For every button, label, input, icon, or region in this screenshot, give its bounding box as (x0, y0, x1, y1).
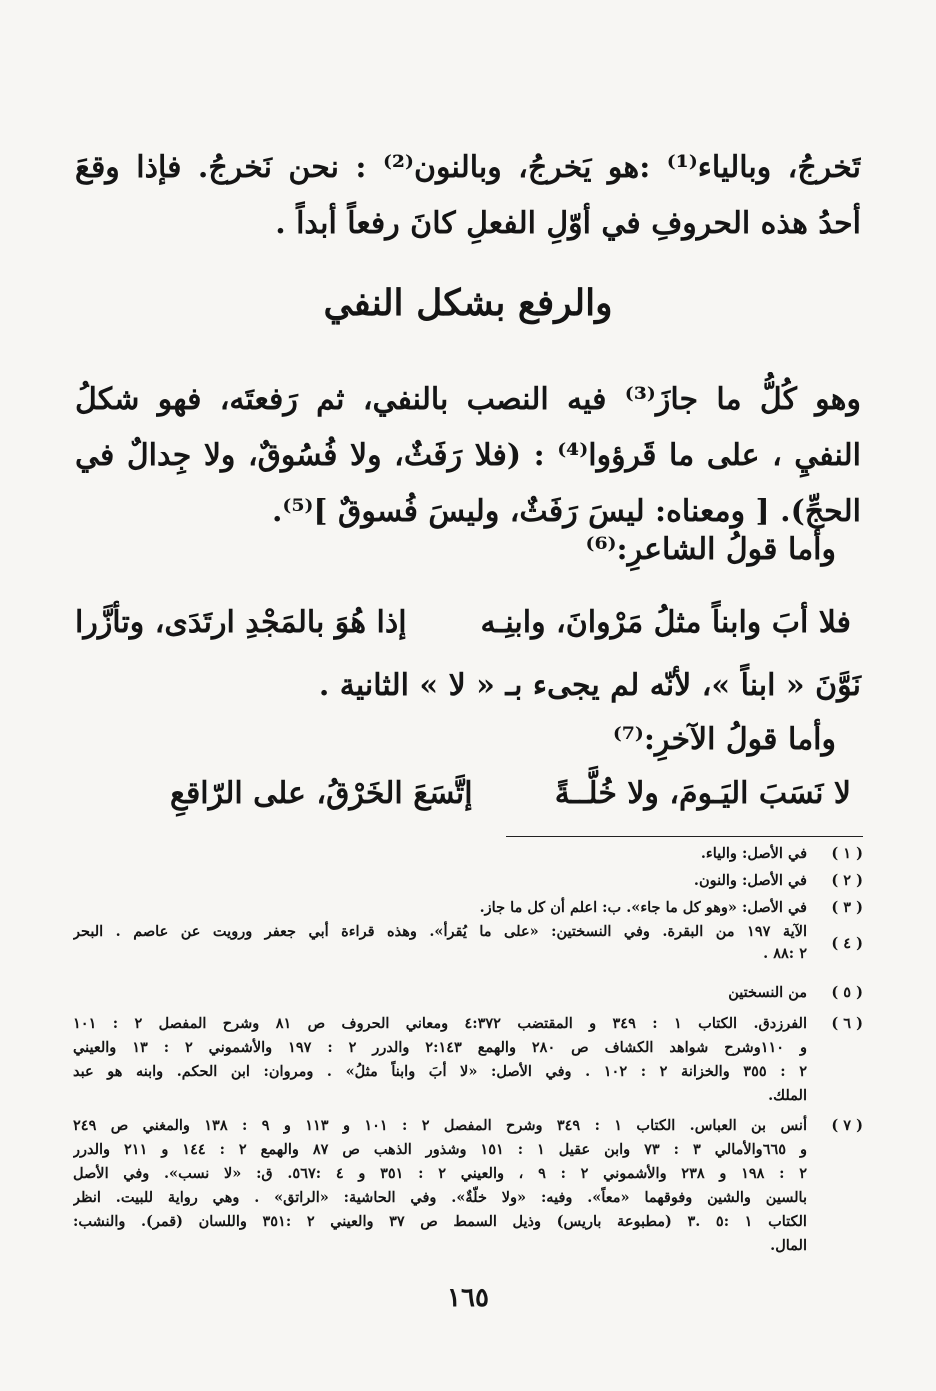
footnote-text: ٢ : ٣٥٥ والخزانة ٢ : ١٠٢ . وفي الأصل: «لا أبَ وابناً مثلُ» . ومروان: ابن الحكم. وابنه هو عبد (73, 1063, 807, 1080)
footnote-number: ( ٢ ) (831, 872, 863, 889)
footnote-text: الآية ١٩٧ من البقرة. وفي النسختين: «على ما يُقرأ». وهذه قراءة أبي جعفر ورويت عن عاصم . البحر (73, 923, 807, 940)
verse-1-first-hemistich: فلا أبَ وابناً مثلُ مَرْوانَ، وابنِـه (480, 605, 851, 640)
section-heading: والرفع بشكل النفي (323, 282, 613, 324)
footnote-6 (73, 1012, 863, 1108)
footnote-2 (73, 870, 863, 892)
poet-intro: وأما قولُ الشاعرِ:⁽⁶⁾ (585, 532, 836, 567)
footnote-number: ( ٥ ) (831, 984, 863, 1001)
footnote-text: و ٦٦٥والأمالي ٣ : ٧٣ وابن عقيل ١ : ١٥١ وشذور الذهب ص ٨٧ والهمع ٢ : ١٤٤ و ٢١١ والدرر (73, 1141, 807, 1158)
paragraph-1 (75, 140, 861, 252)
verse-1-second-hemistich: إذا هُوَ بالمَجْدِ ارتَدَى، وتأزَّرا (75, 605, 407, 640)
paragraph-2 (75, 372, 861, 540)
footnote-number: ( ٤ ) (831, 935, 863, 952)
other-poet-intro: وأما قولُ الآخرِ:⁽⁷⁾ (612, 722, 836, 757)
paragraph-2-line: النفيِ ، على ما قَرؤوا⁽⁴⁾ : (فلا رَفَثٌ، ولا فُسُوقٌ، ولا جِدالٌ في (75, 438, 861, 473)
verse-2-second-hemistich: إتَّسَعَ الخَرْقُ، على الرّاقعِ (170, 776, 473, 811)
paragraph-1-line: تَخرجُ، وبالياء⁽¹⁾ :هو يَخرجُ، وبالنون⁽²⁾ : نحن نَخرجُ. فإذا وقعَ (75, 150, 861, 185)
footnote-separator (506, 836, 863, 837)
footnote-1 (73, 843, 863, 865)
footnote-text: ٢ :٨٨ . (763, 945, 807, 962)
verse-2-first-hemistich: لا نَسَبَ اليَـومَ، ولا خُلَّــةً (554, 776, 851, 811)
footnote-text: أنس بن العباس. الكتاب ١ : ٣٤٩ وشرح المفصل ٢ : ١٠١ و ١١٣ و ٩ : ١٣٨ والمغني ص ٢٤٩ (73, 1117, 807, 1134)
footnote-text: بالسين والشين وفوقهما «معاً». وفيه: «ولا خلّةٌ». وفي الحاشية: «الراتق» . وهي رواية للبيت. انظر (73, 1189, 807, 1206)
footnote-text: في الأصل: «وهو كل ما جاء». ب: اعلم أن كل ما جاز. (479, 899, 807, 916)
footnote-text: من النسختين (728, 984, 807, 1001)
footnote-text: و ١١٠وشرح شواهد الكشاف ص ٢٨٠ والهمع ٢:١٤٣ والدرر ٢ : ١٩٧ والأشموني ٢ : ١٣ والعيني (73, 1039, 807, 1056)
footnote-3 (73, 897, 863, 919)
footnote-text: الكتاب ١ :٥ .٣ (مطبوعة باريس) وذيل السمط ص ٣٧ والعيني ٢ :٣٥١ واللسان (قمر). والنشب: (73, 1213, 807, 1230)
paragraph-2-line: وهو كُلُّ ما جازَ⁽³⁾ فيه النصب بالنفي، ثم رَفعتَه، فهو شكلُ (75, 382, 861, 417)
footnote-text: ٢ : ١٩٨ و ٢٣٨ والأشموني ٢ : ٩ ، والعيني ٢ : ٣٥١ و ٤ :٥٦٧. ق: «لا نسب». وفي الأصل (73, 1165, 807, 1182)
footnote-7 (73, 1114, 863, 1258)
footnote-5 (73, 982, 863, 1004)
paragraph-2-line: الحجِّ). [ ومعناه: ليسَ رَفَثٌ، وليسَ فُسوقٌ ]⁽⁵⁾. (271, 494, 861, 529)
paragraph-3: نَوَّنَ « ابناً »، لأنّه لم يجىء بـ « لا » الثانية . (318, 668, 861, 703)
footnote-4 (73, 921, 863, 965)
paragraph-1-line: أحدُ هذه الحروفِ في أوّلِ الفعلِ كانَ رفعاً أبداً . (275, 206, 861, 241)
footnote-number: ( ٧ ) (831, 1117, 863, 1134)
footnote-text: الملك. (768, 1087, 807, 1104)
footnote-number: ( ٦ ) (831, 1015, 863, 1032)
footnote-text: في الأصل: والياء. (700, 845, 807, 862)
page-number: ١٦٥ (447, 1283, 489, 1313)
footnote-text: في الأصل: والنون. (693, 872, 807, 889)
footnote-text: المال. (770, 1237, 807, 1254)
footnote-number: ( ١ ) (831, 845, 863, 862)
footnote-text: الفرزدق. الكتاب ١ : ٣٤٩ و المقتضب ٤:٣٧٢ ومعاني الحروف ص ٨١ وشرح المفصل ٢ : ١٠١ (73, 1015, 807, 1032)
footnote-number: ( ٣ ) (831, 899, 863, 916)
